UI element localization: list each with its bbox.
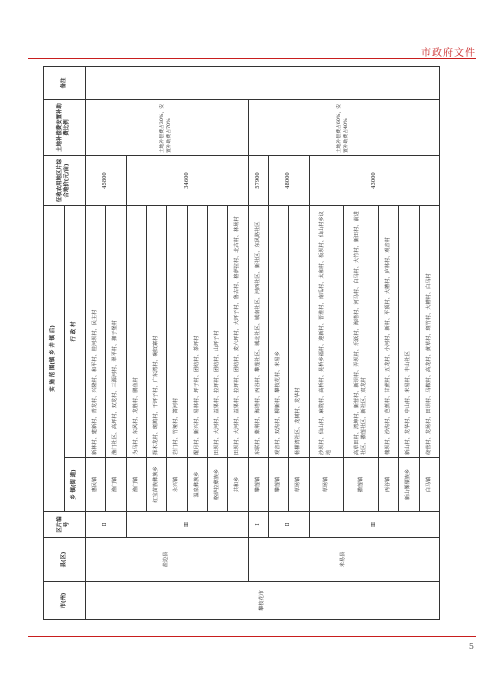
note-cell	[85, 67, 439, 100]
table-row	[85, 67, 105, 620]
col-zone: 区片编号	[44, 512, 86, 538]
village-cell: 绕营村、龙场村、田坝村、马鞍村、高龙村、黄草村、斑竹村、大槽村、白马村	[419, 206, 440, 458]
zone-cell: Ⅲ	[126, 512, 248, 538]
village-cell: 田坝村、大河村、益果村、拉坪村、团结村、麦六坪村、大坪子村、鲁古村、格萨拉村、北古村、林场村	[228, 206, 248, 458]
town-cell: 撒莲镇	[344, 458, 379, 512]
header-rule	[28, 58, 476, 59]
town-cell: 温泉彝族乡	[187, 458, 207, 512]
town-cell: 渔门镇	[106, 458, 126, 512]
village-cell: 观音村、双沟村、柳新村、攀枝花村、米易乡	[268, 206, 288, 458]
subsidy-cell: 土地补偿费占60%，安置补助费占40%	[248, 100, 439, 156]
village-cell: 杨柳湾社区、龙树村、龙华村	[289, 206, 309, 458]
col-range: 实 施 范 围(镇 乡 井 镇 后)	[44, 206, 65, 512]
town-cell: 草场镇	[309, 458, 344, 512]
town-cell: 永兴镇	[167, 458, 187, 512]
col-town: 乡 镇(街 道)	[64, 458, 85, 512]
town-cell: 白马镇	[419, 458, 440, 512]
village-cell: 东联村、紫荆村、海塔村、丙谷村、攀莲社区、城北社区、城南社区、河西社区、新社区、东风路社区	[248, 206, 268, 458]
land-price-table	[43, 66, 440, 620]
village-cell: 醒月村、新兴村、易林村、坪子村、团结村、茶坪村	[187, 206, 207, 458]
price-cell: 45800	[85, 156, 126, 206]
document-header-title: 市政府文件	[421, 48, 476, 59]
price-cell: 34600	[126, 156, 248, 206]
header-row	[44, 67, 65, 620]
town-cell: 攀莲镇	[268, 458, 288, 512]
village-cell: 择木龙村、斑鸠村、干坪子村、广东湾村、碗钗寨村	[146, 206, 166, 458]
village-cell: 新林村、建新村、青龙村、兴隆村、和平村、桂河坝村、民主村	[85, 206, 105, 458]
village-cell: 槐坝村、沙沟村、芭蕉村、甘蔗村、五龙村、小河村、新村、平顶村、大槽村、庐林村、观音村	[378, 206, 398, 458]
footer-rule	[28, 636, 476, 637]
zone-cell: Ⅰ	[248, 512, 268, 538]
village-cell: 渔门社区、高坪村、双龙村、三源河村、翠平村、狮子堡村	[106, 206, 126, 458]
village-cell: 为马村、东风村、龙胜村、鹏鱼村	[126, 206, 146, 458]
town-cell: 惠民镇	[85, 458, 105, 512]
price-cell: 57900	[248, 156, 268, 206]
price-cell: 48000	[268, 156, 309, 206]
subsidy-cell: 土地补偿费占30%，安置补助费占70%	[85, 100, 248, 156]
village-cell: 新山村、龙华村、中山村、米易村、丰山社区	[399, 206, 419, 458]
town-cell: 共和乡	[228, 458, 248, 512]
village-cell: 高草田村、湾坤村、新营村、新坝村、弄坝村、乐跃村、海塔村、河马村、白马村、大竹村、新田村、前进社区、撒莲社区、新社区、双龙村	[344, 206, 379, 458]
col-price: 征收农用地区片综合地价(元/亩)	[44, 156, 86, 206]
col-village: 行 政 村	[64, 206, 85, 458]
county-cell: 米易县	[248, 538, 439, 582]
zone-cell: Ⅱ	[268, 512, 309, 538]
village-cell: 岩门村、竹垭村、箐河村	[167, 206, 187, 458]
town-cell: 格萨拉彝族乡	[207, 458, 227, 512]
rotated-table-region	[43, 67, 440, 620]
village-cell: 田坝村、大河村、益果村、拉坪村、团结村、山坪子村	[207, 206, 227, 458]
town-cell: 渔门镇	[126, 458, 146, 512]
col-county: 县(区)	[44, 538, 86, 582]
county-cell: 盐边县	[85, 538, 248, 582]
col-city: 市(州)	[44, 582, 86, 620]
village-cell: 沙坝村、仙山村、麻陇村、高桥村、晃桥乡福村、迎新村、晋淮村、南瓜村、太和村、板坝村、仙山村乡议地	[309, 206, 344, 458]
table-rotation-frame	[43, 67, 440, 620]
page-number: 5	[468, 642, 474, 651]
town-cell: 攀莲镇	[248, 458, 268, 512]
town-cell: 红宝苗族彝族乡	[146, 458, 166, 512]
town-cell: 新山傈僳族乡	[399, 458, 419, 512]
town-cell: 草场镇	[289, 458, 309, 512]
city-cell: 攀枝花市	[85, 582, 439, 620]
col-subsidy: 土地补偿费安置补助费比例	[44, 100, 86, 156]
col-note: 备注	[44, 67, 86, 100]
town-cell: 丙谷镇	[378, 458, 398, 512]
price-cell: 43000	[309, 156, 439, 206]
zone-cell: Ⅲ	[309, 512, 439, 538]
zone-cell: Ⅱ	[85, 512, 126, 538]
table-row	[248, 67, 268, 620]
